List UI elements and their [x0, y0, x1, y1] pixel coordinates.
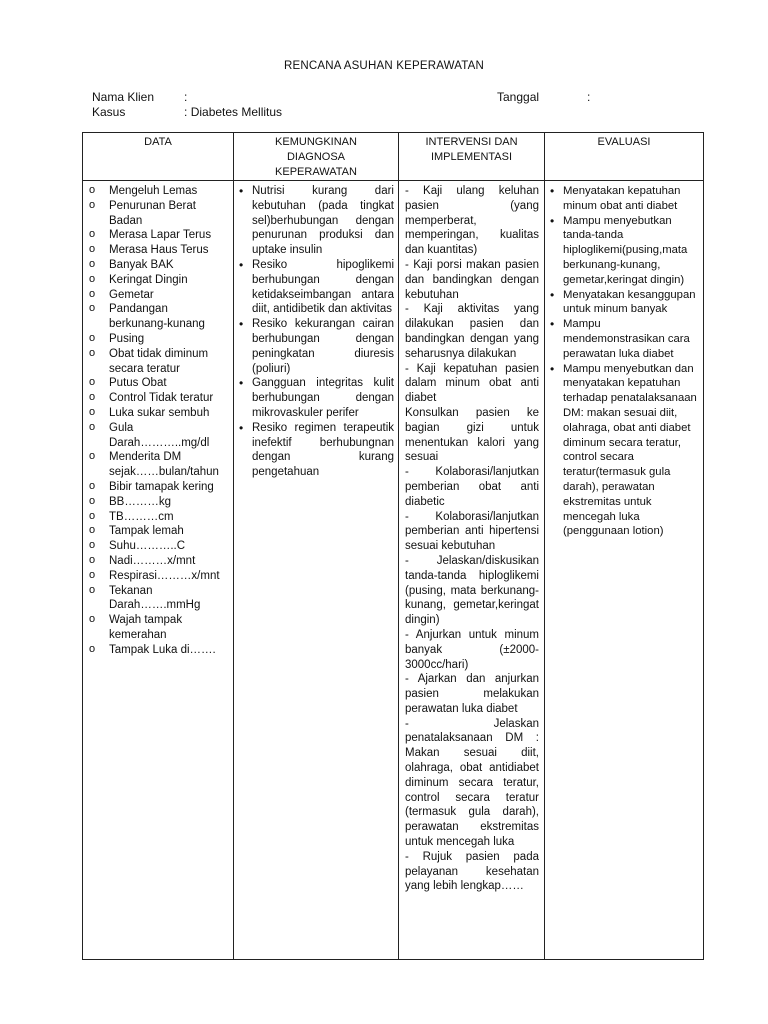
- intervensi-cell: [399, 181, 545, 960]
- evaluasi-cell: [545, 181, 704, 960]
- care-plan-table: [82, 132, 704, 960]
- list-item: o Merasa Lapar Terus: [89, 228, 229, 243]
- list-item: o Merasa Haus Terus: [89, 243, 229, 258]
- list-item: o Obat tidak diminum secara teratur: [89, 347, 229, 377]
- data-cell: [83, 181, 234, 960]
- header-data: DATA: [83, 133, 234, 181]
- list-item: - Kaji kepatuhan pasien dalam minum obat anti diabet: [405, 362, 539, 405]
- list-item: o Control Tidak teratur: [89, 391, 229, 406]
- list-item: - Kolaborasi/lanjutkan pemberian obat anti diabetic: [405, 466, 539, 508]
- table-body-row: [83, 181, 704, 960]
- tanggal-colon: :: [587, 90, 591, 104]
- list-item: - Rujuk pasien pada pelayanan kesehatan yang lebih lengkap……: [405, 850, 539, 893]
- list-item: o Luka sukar sembuh: [89, 406, 229, 421]
- table-header-row: [83, 133, 704, 181]
- list-item: o Bibir tamapak kering: [89, 480, 229, 495]
- list-item: o TB………cm: [89, 510, 229, 525]
- list-item: • Nutrisi kurang dari kebutuhan (pada tingkat sel)berhubungan dengan penurunan produksi dan uptake insulin: [238, 184, 394, 258]
- header-evaluasi: EVALUASI: [545, 133, 704, 181]
- list-item: o BB………kg: [89, 495, 229, 510]
- list-item: • Resiko regimen terapeutik inefektif berhubungnan dengan kurang pengetahuan: [238, 421, 394, 480]
- tanggal-row: [497, 89, 590, 106]
- list-item: • Menyatakan kepatuhan minum obat anti diabet: [549, 184, 699, 214]
- kasus-label: Kasus: [92, 105, 126, 119]
- list-item: o Gula Darah………..mg/dl: [89, 421, 229, 451]
- list-item: o Pusing: [89, 332, 229, 347]
- list-item: • Mampu mendemonstrasikan cara perawatan luka diabet: [549, 317, 699, 361]
- list-item: o Gemetar: [89, 288, 229, 303]
- list-item: - Kaji porsi makan pasien dan bandingkan dengan kebutuhan: [405, 258, 539, 301]
- list-item: o Wajah tampak kemerahan: [89, 613, 229, 643]
- evaluasi-list: [545, 181, 703, 539]
- list-item: o Putus Obat: [89, 376, 229, 391]
- diagnosa-list: [234, 181, 398, 480]
- list-item: o Banyak BAK: [89, 258, 229, 273]
- list-item: o Nadi………x/mnt: [89, 554, 229, 569]
- list-item: o Penurunan Berat Badan: [89, 199, 229, 229]
- list-item: • Resiko kekurangan cairan berhubungan dengan peningkatan diuresis (poliuri): [238, 317, 394, 376]
- list-item: • Gangguan integritas kulit berhubungan dengan mikrovaskuler perifer: [238, 376, 394, 420]
- intervensi-list: [399, 181, 544, 894]
- nama-klien-label: Nama Klien: [92, 90, 155, 104]
- kasus-colon: :: [184, 105, 188, 119]
- header-intervensi: INTERVENSI DAN IMPLEMENTASI: [399, 133, 545, 181]
- list-item: • Mampu menyebutkan dan menyatakan kepatuhan terhadap penatalaksanaan DM: makan sesuai diit, olahraga, obat anti diabet diminum secara teratur, control secara teratur(termasuk gula darah), perawatan ekstremitas untuk mencegah luka (penggunaan lotion): [549, 362, 699, 540]
- list-item: - Jelaskan/diskusikan tanda-tanda hiploglikemi (pusing, mata berkunang-kunang, gemetar,keringat dingin): [405, 554, 539, 627]
- list-item: • Resiko hipoglikemi berhubungan dengan ketidakseimbangan antara diit, antidibetik dan aktivitas: [238, 258, 394, 317]
- list-item: o Respirasi………x/mnt: [89, 569, 229, 584]
- list-item: • Menyatakan kesanggupan untuk minum banyak: [549, 288, 699, 318]
- list-item: • Mampu menyebutkan tanda-tanda hiploglikemi(pusing,mata berkunang-kunang, gemetar,keringat dingin): [549, 214, 699, 288]
- header-diagnosa: KEMUNGKINAN DIAGNOSA KEPERAWATAN: [234, 133, 399, 181]
- list-item: o Tampak Luka di…….: [89, 643, 229, 658]
- list-item: - Anjurkan untuk minum banyak (±2000-3000cc/hari): [405, 628, 539, 671]
- list-item: o Keringat Dingin: [89, 273, 229, 288]
- list-item: o Tampak lemah: [89, 524, 229, 539]
- data-list: [83, 181, 233, 658]
- document-title: RENCANA ASUHAN KEPERAWATAN: [283, 60, 485, 72]
- list-item: o Tekanan Darah…….mmHg: [89, 584, 229, 614]
- list-item: o Mengeluh Lemas: [89, 184, 229, 199]
- list-item: - Jelaskan penatalaksanaan DM : Makan sesuai diit, olahraga, obat antidiabet diminum secara teratur, control secara teratur (termasuk gula darah), perawatan ekstremitas untuk mencegah luka: [405, 717, 539, 849]
- list-item: Konsulkan pasien ke bagian gizi untuk menentukan kalori yang sesuai: [405, 406, 539, 464]
- list-item: o Pandangan berkunang-kunang: [89, 302, 229, 332]
- list-item: o Menderita DM sejak……bulan/tahun: [89, 450, 229, 480]
- list-item: - Ajarkan dan anjurkan pasien melakukan perawatan luka diabet: [405, 673, 539, 715]
- list-item: - Kaji aktivitas yang dilakukan pasien dan bandingkan dengan yang seharusnya dilakukan: [405, 303, 539, 360]
- tanggal-label: Tanggal: [497, 90, 540, 104]
- kasus-value: Diabetes Mellitus: [190, 105, 283, 119]
- nama-klien-colon: :: [184, 90, 188, 104]
- diagnosa-cell: [234, 181, 399, 960]
- kasus-row: [92, 104, 282, 121]
- list-item: - Kolaborasi/lanjutkan pemberian anti hipertensi sesuai kebutuhan: [405, 510, 539, 553]
- list-item: o Suhu………..C: [89, 539, 229, 554]
- list-item: - Kaji ulang keluhan pasien (yang memperberat, memperingan, kualitas dan kuantitas): [405, 185, 539, 257]
